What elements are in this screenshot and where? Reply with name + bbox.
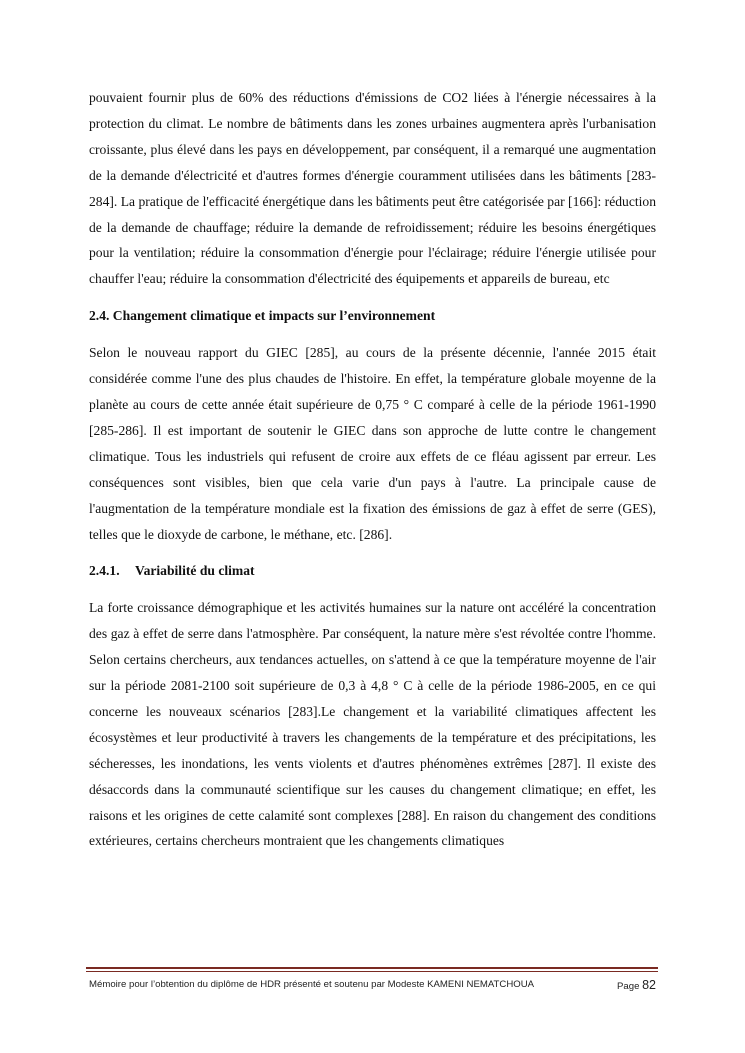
subsection-number: 2.4.1.	[89, 563, 120, 579]
subsection-heading-2-4-1	[89, 558, 656, 584]
paragraph-giec-report: Selon le nouveau rapport du GIEC [285], au cours de la présente décennie, l'année 2015 était considérée comme l'une des plus chaudes de l'histoire. En effet, la température globale moyenne de la planète au cours de cette année était supérieure de 0,75 ° C comparé à celle de la période 1961-1990 [285-286]. Il est important de soutenir le GIEC dans son approche de lutte contre le changement climatique. Tous les industriels qui refusent de croire aux effets de ce fléau agissent par erreur. Les conséquences sont visibles, bien que cela varie d'un pays à l'autre. La principale cause de l'augmentation de la température mondiale est la fixation des émissions de gaz à effet de serre (GES), telles que le dioxyde de carbone, le méthane, etc. [286].	[89, 345, 656, 542]
footer-rule-thick	[86, 967, 658, 969]
paragraph-energy-efficiency: pouvaient fournir plus de 60% des réductions d'émissions de CO2 liées à l'énergie nécessaires à la protection du climat. Le nombre de bâtiments dans les zones urbaines augmentera après l'urbanisation croissante, plus élevé dans les pays en développement, par conséquent, il a remarqué une augmentation de la demande d'électricité et d'autres formes d'énergie couramment utilisées dans les bâtiments [283-284]. La pratique de l'efficacité énergétique dans les bâtiments peut être catégorisée par [166]: réduction de la demande de chauffage; réduire la demande de refroidissement; réduire les besoins énergétiques pour la ventilation; réduire la consommation d'énergie pour l'éclairage; réduire l'énergie utilisée pour chauffer l'eau; réduire la consommation d'électricité des équipements et appareils de bureau, etc	[89, 90, 656, 287]
page-number: 82	[642, 978, 656, 992]
section-heading-2-4: 2.4. Changement climatique et impacts sur l’environnement	[89, 308, 436, 324]
footer-page-indicator	[617, 976, 656, 996]
page-label: Page	[617, 981, 640, 992]
paragraph-climate-variability: La forte croissance démographique et les activités humaines sur la nature ont accéléré la concentration des gaz à effet de serre dans l'atmosphère. Par conséquent, la nature mère s'est révoltée contre l'homme. Selon certains chercheurs, aux tendances actuelles, on s'attend à ce que la température moyenne de l'air sur la période 2081-2100 soit supérieure de 0,3 à 4,8 ° C à celle de la période 1986-2005, en ce qui concerne les nouveaux scénarios [283].Le changement et la variabilité climatiques affectent les écosystèmes et leur productivité à travers les changements de la température et des précipitations, les sécheresses, les inondations, les vents violents et d'autres phénomènes extrêmes [287]. Il existe des désaccords dans la communauté scientifique sur les causes du changement climatique; en effet, les raisons et les origines de cette calamité sont complexes [288]. En raison du changement des conditions extérieures, certains chercheurs montraient que les changements climatiques	[89, 600, 656, 849]
footer-rule-thin	[86, 971, 658, 972]
footer-thesis-text: Mémoire pour l’obtention du diplôme de HDR présenté et soutenu par Modeste KAMENI NEMATCHOUA	[89, 979, 535, 990]
page-body	[89, 85, 656, 854]
subsection-title: Variabilité du climat	[135, 563, 255, 579]
